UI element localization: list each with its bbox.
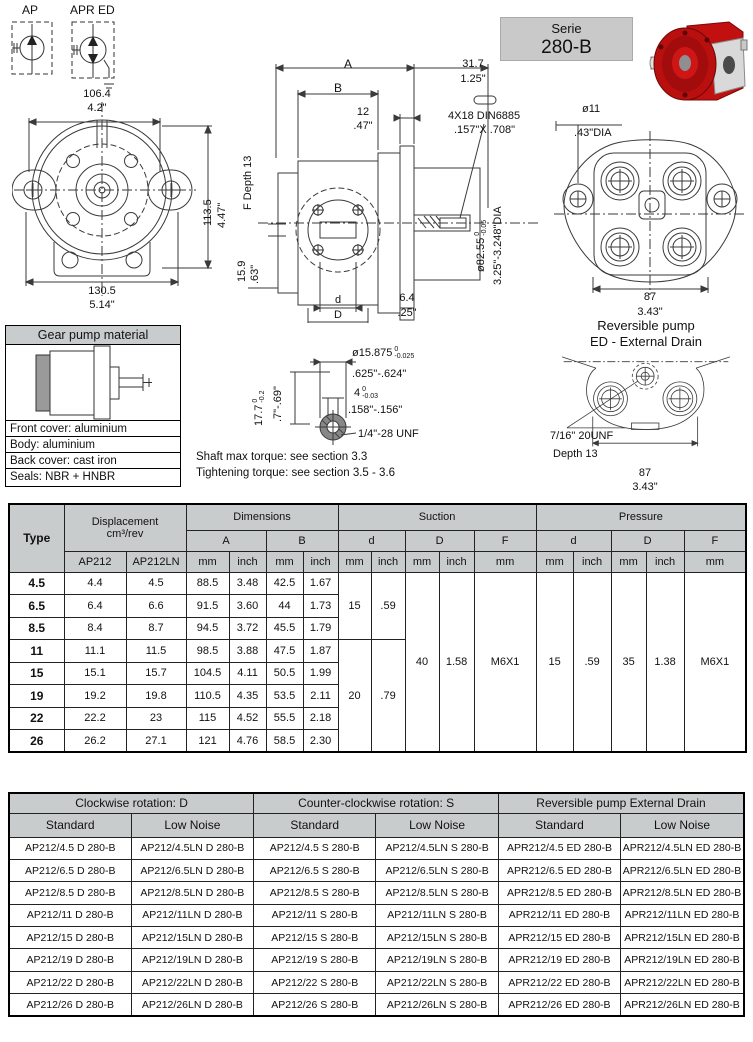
part-number-cell: AP212/11LN D 280-B [131,904,254,926]
reversible-view-drawing [540,318,752,494]
spec-header-b: B [266,530,338,551]
spec-unit-ap212: AP212 [64,551,126,572]
spec-suction-d-inch: .79 [371,640,405,753]
spec-type: 15 [9,662,64,685]
shaft-height-tol-lo: -0.2 [259,390,266,403]
part-row [9,859,744,881]
spec-ap212ln: 15.7 [126,662,186,685]
spec-a-mm: 88.5 [186,572,229,595]
spec-a-mm: 98.5 [186,640,229,663]
part-number-cell: APR212/22LN ED 280-B [620,971,744,993]
shaft-dia [352,346,414,360]
spec-pressure-F: M6X1 [684,572,746,752]
spec-suction-D-inch: 1.58 [439,572,474,752]
side-dim-317-mm: 31.7 [462,58,484,70]
side-dim-12-mm: 12 [356,106,370,118]
part-number-cell: APR212/8.5LN ED 280-B [620,882,744,904]
spec-b-inch: 1.87 [303,640,338,663]
side-dim-a: A [343,57,352,71]
spec-ap212: 11.1 [64,640,126,663]
spec-b-inch: 2.18 [303,707,338,730]
part-number-cell: AP212/22LN D 280-B [131,971,254,993]
serie-badge [500,17,633,61]
spec-b-mm: 44 [266,595,303,618]
spec-a-inch: 3.88 [229,640,266,663]
spec-b-inch: 1.79 [303,617,338,640]
spec-unit: mm [611,551,646,572]
pump-photo-image [645,10,751,108]
spec-ap212ln: 6.6 [126,595,186,618]
part-number-cell: AP212/8.5 D 280-B [9,882,131,904]
side-dia-82-in: 3.25"-3.248"DIA [492,206,504,285]
spec-ap212: 6.4 [64,595,126,618]
symbol-ap-label: AP [22,3,39,17]
spec-unit: mm [536,551,573,572]
part-number-cell: AP212/4.5LN S 280-B [376,837,499,859]
part-number-cell: AP212/19 S 280-B [254,949,376,971]
spec-unit: inch [303,551,338,572]
spec-ap212ln: 19.8 [126,685,186,708]
side-keyway-note-1: 4X18 DIN6885 [448,110,521,122]
part-number-cell: AP212/4.5LN D 280-B [131,837,254,859]
spec-header-displacement-unit: cm³/rev [106,527,144,540]
side-dim-d: d [334,294,342,306]
spec-type: 11 [9,640,64,663]
part-number-cell: APR212/22 ED 280-B [498,971,620,993]
part-number-cell: AP212/6.5 S 280-B [254,859,376,881]
rear-hole-dia-in: .43"DIA [574,127,612,139]
part-number-cell: AP212/19 D 280-B [9,949,131,971]
spec-type: 8.5 [9,617,64,640]
shaft-key-tol-lo: -0.03 [362,393,379,400]
reversible-thread: 7/16" 20UNF [550,430,614,442]
front-height-mm: 113.5 [202,199,214,226]
part-number-cell: APR212/4.5 ED 280-B [498,837,620,859]
spec-a-mm: 115 [186,707,229,730]
spec-ap212: 22.2 [64,707,126,730]
spec-pressure-D-inch: 1.38 [646,572,684,752]
symbol-apred-label: APR ED [70,3,115,17]
spec-a-inch: 4.11 [229,662,266,685]
part-number-cell: AP212/6.5LN D 280-B [131,859,254,881]
spec-header-displacement [64,504,186,551]
rear-width-mm: 87 [643,291,657,303]
spec-ap212: 8.4 [64,617,126,640]
hydraulic-symbols [8,4,138,94]
part-subheader-lownoise: Low Noise [620,813,744,837]
front-base-mm: 130.5 [88,285,116,297]
spec-type: 22 [9,707,64,730]
spec-unit: inch [371,551,405,572]
part-number-cell: AP212/26LN D 280-B [131,994,254,1016]
spec-unit: inch [439,551,474,572]
spec-suction-F: M6X1 [474,572,536,752]
shaft-dia-value: ø15.875 [352,347,393,359]
part-number-cell: AP212/22 D 280-B [9,971,131,993]
part-number-cell: APR212/4.5LN ED 280-B [620,837,744,859]
part-number-cell: AP212/6.5 D 280-B [9,859,131,881]
spec-type: 26 [9,730,64,753]
part-subheader-standard: Standard [254,813,376,837]
spec-header-suction-F: F [474,530,536,551]
spec-a-mm: 110.5 [186,685,229,708]
side-dim-159-in: .63" [249,264,261,284]
spec-unit: inch [646,551,684,572]
part-number-cell: AP212/15 S 280-B [254,927,376,949]
part-row [9,882,744,904]
front-base-in: 5.14" [89,299,115,311]
spec-ap212: 19.2 [64,685,126,708]
spec-pressure-d-inch: .59 [573,572,611,752]
side-dim-64-in: .25" [397,307,417,319]
part-subheader-standard: Standard [498,813,620,837]
part-group-clockwise: Clockwise rotation: D [9,793,254,813]
shaft-dia-tol-hi: 0 [394,346,399,353]
part-number-cell: AP212/22 S 280-B [254,971,376,993]
spec-ap212ln: 27.1 [126,730,186,753]
side-keyway-note-2: .157"X .708" [454,124,516,136]
part-subheader-lownoise: Low Noise [131,813,254,837]
note-shaft-torque: Shaft max torque: see section 3.3 [196,451,368,463]
side-dim-64-mm: 6.4 [399,292,415,304]
part-row [9,837,744,859]
reversible-depth: Depth 13 [553,448,598,460]
shaft-dia-in: .625"-.624" [352,368,407,380]
spec-a-mm: 121 [186,730,229,753]
part-number-cell: AP212/26LN S 280-B [376,994,499,1016]
spec-ap212ln: 8.7 [126,617,186,640]
spec-suction-d-inch: .59 [371,572,405,640]
part-number-cell: AP212/19LN D 280-B [131,949,254,971]
shaft-dia-tol-lo: -0.025 [394,353,415,360]
spec-ap212: 4.4 [64,572,126,595]
reversible-title-1: Reversible pump [597,318,695,333]
part-number-cell: AP212/11LN S 280-B [376,904,499,926]
spec-type: 4.5 [9,572,64,595]
spec-b-mm: 50.5 [266,662,303,685]
side-f-depth: F Depth 13 [242,155,254,210]
spec-ap212: 26.2 [64,730,126,753]
side-view-drawing [236,57,548,323]
spec-header-pressure-F: F [684,530,746,551]
part-row [9,994,744,1016]
part-number-cell: AP212/11 S 280-B [254,904,376,926]
side-dia-82-tol-hi: 0 [474,231,481,236]
pump-profile-image [6,345,180,421]
side-dim-159-mm: 15.9 [236,260,248,282]
spec-b-mm: 55.5 [266,707,303,730]
spec-ap212ln: 23 [126,707,186,730]
reversible-width-mm: 87 [638,467,652,479]
material-row-seals: Seals: NBR + HNBR [10,471,116,483]
part-number-cell: AP212/26 S 280-B [254,994,376,1016]
part-number-cell: AP212/8.5 S 280-B [254,882,376,904]
reversible-title-2: ED - External Drain [590,334,702,349]
spec-a-inch: 3.48 [229,572,266,595]
front-width-mm: 106.4 [83,88,111,100]
part-number-cell: AP212/11 D 280-B [9,904,131,926]
shaft-height-in: .7"-.69" [272,386,284,422]
shaft-height [252,391,266,426]
side-dim-b: B [333,81,342,95]
spec-pressure-D-mm: 35 [611,572,646,752]
spec-a-inch: 4.52 [229,707,266,730]
spec-b-mm: 47.5 [266,640,303,663]
spec-b-mm: 53.5 [266,685,303,708]
shaft-key-value: 4 [354,387,361,399]
spec-unit: mm [405,551,439,572]
side-dia-82-value: ø82.55 [475,237,487,272]
part-group-reversible: Reversible pump External Drain [498,793,744,813]
spec-b-inch: 2.11 [303,685,338,708]
part-number-cell: AP212/15LN S 280-B [376,927,499,949]
spec-type: 6.5 [9,595,64,618]
spec-b-inch: 1.67 [303,572,338,595]
spec-b-mm: 42.5 [266,572,303,595]
part-subheader-standard: Standard [9,813,131,837]
part-number-cell: APR212/11 ED 280-B [498,904,620,926]
shaft-height-value: 17.7 [253,404,265,426]
spec-unit: inch [229,551,266,572]
spec-header-suction-d: d [338,530,405,551]
spec-type: 19 [9,685,64,708]
rear-hole-dia: ø11 [582,103,601,115]
part-number-cell: AP212/4.5 S 280-B [254,837,376,859]
part-number-cell: AP212/8.5LN S 280-B [376,882,499,904]
shaft-detail-drawing [240,332,490,448]
spec-suction-D-mm: 40 [405,572,439,752]
rear-width-in: 3.43" [637,306,663,318]
spec-header-pressure: Pressure [536,504,746,530]
front-width-in: 4.2" [87,102,107,114]
shaft-key-width [354,386,378,400]
front-view-drawing [12,82,247,320]
side-dia-82-tol-lo: -0.05 [481,219,488,236]
part-number-cell: APR212/15LN ED 280-B [620,927,744,949]
spec-a-inch: 3.72 [229,617,266,640]
part-subheader-lownoise: Low Noise [376,813,499,837]
side-dim-317-in: 1.25" [460,73,486,85]
reversible-width-in: 3.43" [632,481,658,493]
spec-b-inch: 1.73 [303,595,338,618]
part-row [9,904,744,926]
spec-header-pressure-D: D [611,530,684,551]
spec-b-mm: 58.5 [266,730,303,753]
part-number-cell: APR212/8.5 ED 280-B [498,882,620,904]
side-dim-12-in: .47" [353,120,373,132]
part-number-cell: APR212/11LN ED 280-B [620,904,744,926]
spec-header-type: Type [9,504,64,572]
spec-unit: mm [474,551,536,572]
spec-a-mm: 104.5 [186,662,229,685]
material-box-drawing [6,345,180,421]
spec-a-inch: 4.35 [229,685,266,708]
spec-unit: mm [186,551,229,572]
spec-b-mm: 45.5 [266,617,303,640]
spec-unit-ap212ln: AP212LN [126,551,186,572]
spec-ap212: 15.1 [64,662,126,685]
spec-row-4.5 [9,572,746,595]
shaft-thread: 1/4"-28 UNF [358,428,419,440]
rear-view-drawing [548,95,753,321]
shaft-key-tol-hi: 0 [362,386,367,393]
shaft-key-in: .158"-.156" [348,404,403,416]
part-number-cell: APR212/19LN ED 280-B [620,949,744,971]
part-group-counterclockwise: Counter-clockwise rotation: S [254,793,499,813]
part-number-cell: AP212/4.5 D 280-B [9,837,131,859]
part-number-cell: AP212/6.5LN S 280-B [376,859,499,881]
spec-unit: mm [338,551,371,572]
spec-a-mm: 91.5 [186,595,229,618]
spec-pressure-d-mm: 15 [536,572,573,752]
part-row [9,949,744,971]
spec-b-inch: 1.99 [303,662,338,685]
spec-header-dimensions: Dimensions [186,504,338,530]
material-box [5,325,181,487]
spec-b-inch: 2.30 [303,730,338,753]
spec-header-displacement-label: Displacement [91,515,159,528]
note-tightening-torque: Tightening torque: see section 3.5 - 3.6 [196,467,396,479]
spec-ap212ln: 11.5 [126,640,186,663]
spec-unit: mm [266,551,303,572]
serie-label: Serie [551,21,582,36]
material-row-back-cover: Back cover: cast iron [6,453,180,469]
side-dia-82 [474,220,488,272]
material-box-title: Gear pump material [6,326,180,345]
part-number-cell: AP212/26 D 280-B [9,994,131,1016]
part-number-cell: APR212/15 ED 280-B [498,927,620,949]
spec-unit: mm [684,551,746,572]
part-number-cell: AP212/15LN D 280-B [131,927,254,949]
spec-a-mm: 94.5 [186,617,229,640]
spec-ap212ln: 4.5 [126,572,186,595]
part-row [9,971,744,993]
spec-header-a: A [186,530,266,551]
part-number-cell: AP212/19LN S 280-B [376,949,499,971]
material-row-front-cover: Front cover: aluminium [6,421,180,437]
torque-notes [196,449,395,481]
spec-unit: inch [573,551,611,572]
spec-table [8,503,747,753]
part-number-cell: APR212/26 ED 280-B [498,994,620,1016]
material-row-body: Body: aluminium [6,437,180,453]
part-number-cell: APR212/26LN ED 280-B [620,994,744,1016]
spec-suction-d-mm: 15 [338,572,371,640]
part-number-cell: AP212/8.5LN D 280-B [131,882,254,904]
part-number-cell: AP212/22LN S 280-B [376,971,499,993]
spec-header-suction-D: D [405,530,474,551]
part-number-cell: APR212/6.5 ED 280-B [498,859,620,881]
side-dim-D: D [334,309,342,321]
spec-header-pressure-d: d [536,530,611,551]
front-height-in: 4.47" [216,202,228,228]
pump-photo [645,10,751,108]
part-number-cell: AP212/15 D 280-B [9,927,131,949]
part-row [9,927,744,949]
spec-a-inch: 4.76 [229,730,266,753]
part-number-cell: APR212/19 ED 280-B [498,949,620,971]
spec-header-suction: Suction [338,504,536,530]
serie-number: 280-B [541,37,592,58]
part-number-table [8,792,745,1017]
shaft-height-tol-hi: 0 [252,398,259,403]
spec-suction-d-mm: 20 [338,640,371,753]
spec-a-inch: 3.60 [229,595,266,618]
part-number-cell: APR212/6.5LN ED 280-B [620,859,744,881]
